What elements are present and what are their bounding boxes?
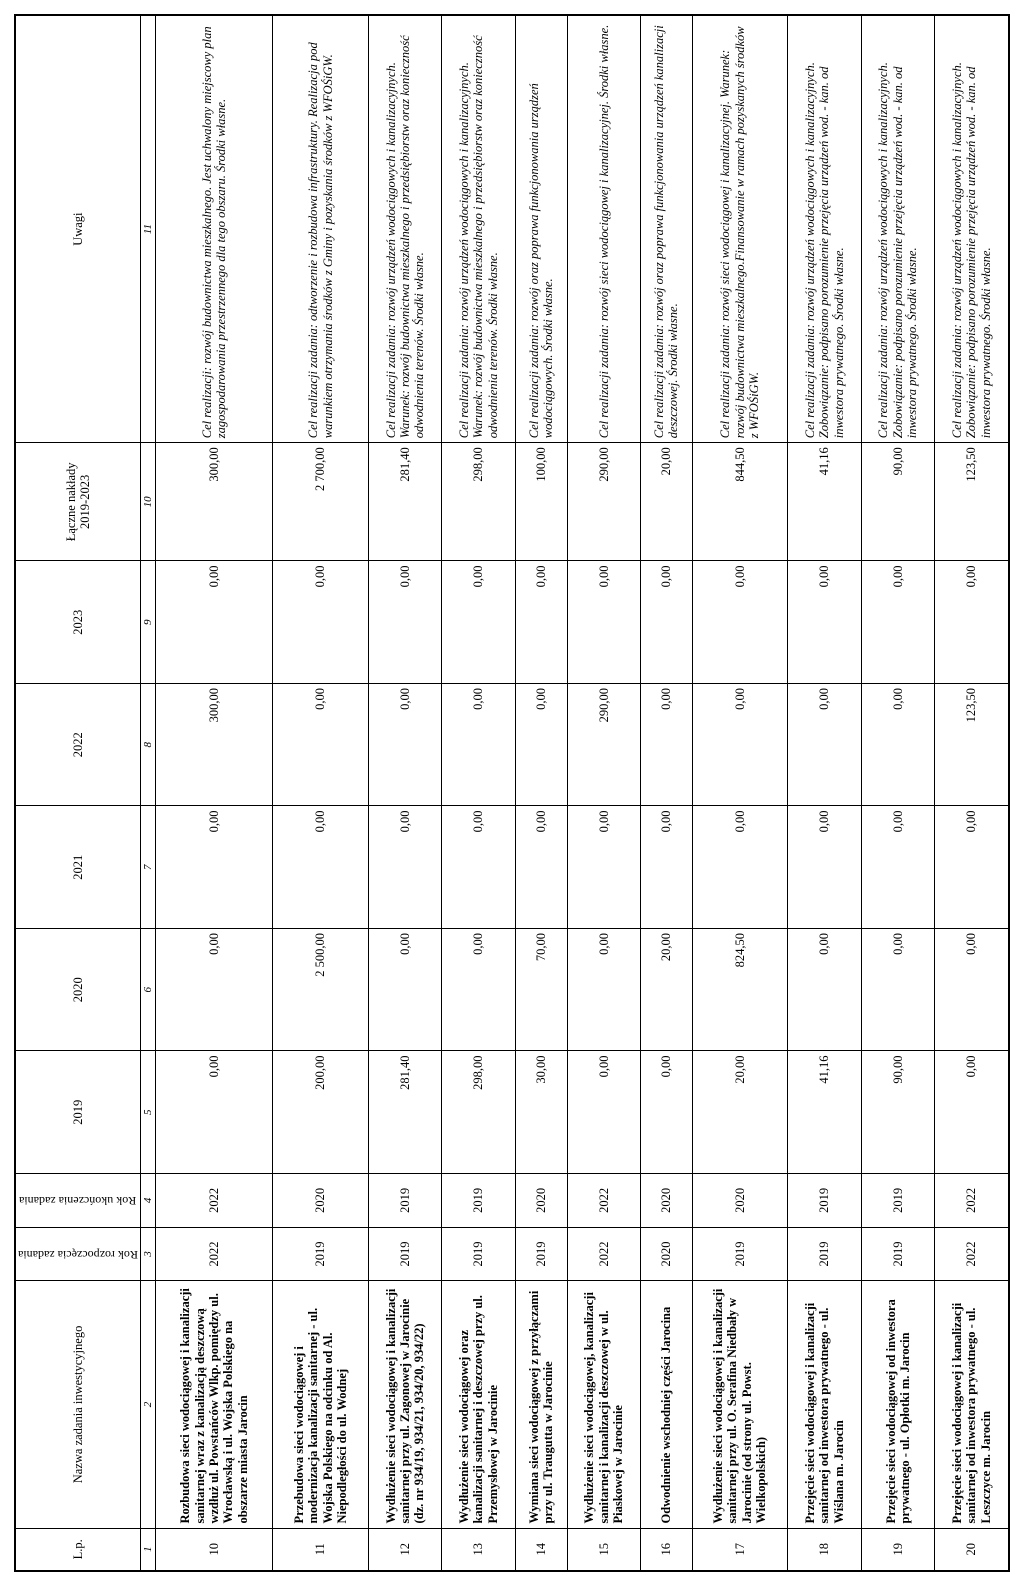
cost-2022: 0,00 <box>273 683 368 806</box>
cost-2021: 0,00 <box>692 806 787 929</box>
cost-2022: 123,50 <box>935 683 1009 806</box>
cost-2021: 0,00 <box>788 806 862 929</box>
header-notes: Uwagi <box>15 15 140 443</box>
total-cost: 281,40 <box>368 443 442 561</box>
cost-2023: 0,00 <box>273 561 368 684</box>
end-year: 2022 <box>155 1173 272 1227</box>
notes: Cel realizacji zadania: rozwój sieci wodociągowej i kanalizacyjnej. Warunek: rozwój budownictwa mieszkalnego.Finansowanie w ramach pozyskanych środków z WFOŚiGW. <box>692 15 787 443</box>
notes: Cel realizacji zadania: rozwój urządzeń wodociągowych i kanalizacyjnych. Zobowiązanie: podpisano porozumienie przejęcia urządzeń wod. - kan. od inwestora prywatnego. Środki własne. <box>935 15 1009 443</box>
task-name: Wymiana sieci wodociągowej z przyłączami przy ul. Traugutta w Jarocinie <box>515 1281 567 1528</box>
table-row <box>273 15 368 1571</box>
cost-2020: 0,00 <box>788 928 862 1051</box>
end-year: 2019 <box>861 1173 935 1227</box>
row-number: 20 <box>935 1528 1009 1571</box>
cost-2023: 0,00 <box>861 561 935 684</box>
row-number: 13 <box>442 1528 516 1571</box>
end-year: 2022 <box>935 1173 1009 1227</box>
table-row <box>368 15 442 1571</box>
cost-2022: 0,00 <box>692 683 787 806</box>
row-number: 10 <box>155 1528 272 1571</box>
cost-2019: 20,00 <box>692 1051 787 1174</box>
header-start-year: Rok rozpoczęcia zadania <box>15 1227 140 1281</box>
cost-2020: 20,00 <box>641 928 693 1051</box>
task-name: Przejęcie sieci wodociągowej od inwestora prywatnego - ul. Opłotki m. Jarocin <box>861 1281 935 1528</box>
total-cost: 290,00 <box>567 443 641 561</box>
cost-2023: 0,00 <box>515 561 567 684</box>
cost-2020: 0,00 <box>567 928 641 1051</box>
cost-2019: 0,00 <box>935 1051 1009 1174</box>
start-year: 2019 <box>861 1227 935 1281</box>
cost-2020: 70,00 <box>515 928 567 1051</box>
total-cost: 41,16 <box>788 443 862 561</box>
cost-2019: 0,00 <box>641 1051 693 1174</box>
column-number: 8 <box>140 683 155 806</box>
notes: Cel realizacji zadania: rozwój oraz poprawa funkcjonowania urządzeń kanalizacji deszczowej. Środki własne. <box>641 15 693 443</box>
column-number: 7 <box>140 806 155 929</box>
cost-2019: 0,00 <box>155 1051 272 1174</box>
cost-2019: 30,00 <box>515 1051 567 1174</box>
table-row <box>641 15 693 1571</box>
cost-2022: 0,00 <box>788 683 862 806</box>
header-name: Nazwa zadania inwestycyjnego <box>15 1281 140 1528</box>
column-number-row <box>140 15 155 1571</box>
column-number: 5 <box>140 1051 155 1174</box>
cost-2021: 0,00 <box>861 806 935 929</box>
row-number: 12 <box>368 1528 442 1571</box>
start-year: 2022 <box>155 1227 272 1281</box>
cost-2021: 0,00 <box>515 806 567 929</box>
table-row <box>567 15 641 1571</box>
row-number: 14 <box>515 1528 567 1571</box>
header-2019: 2019 <box>15 1051 140 1174</box>
cost-2022: 300,00 <box>155 683 272 806</box>
total-cost: 100,00 <box>515 443 567 561</box>
total-cost: 90,00 <box>861 443 935 561</box>
table-row <box>861 15 935 1571</box>
total-cost: 123,50 <box>935 443 1009 561</box>
notes: Cel realizacji zadania: rozwój urządzeń wodociągowych i kanalizacyjnych. Warunek: rozwój budownictwa mieszkalnego i przedsiębiorstw oraz konieczność odwodnienia terenów. Środki własne. <box>368 15 442 443</box>
start-year: 2019 <box>692 1227 787 1281</box>
cost-2022: 0,00 <box>861 683 935 806</box>
cost-2020: 0,00 <box>861 928 935 1051</box>
cost-2020: 0,00 <box>935 928 1009 1051</box>
cost-2019: 41,16 <box>788 1051 862 1174</box>
cost-2022: 0,00 <box>442 683 516 806</box>
cost-2023: 0,00 <box>788 561 862 684</box>
table-row <box>442 15 516 1571</box>
start-year: 2019 <box>368 1227 442 1281</box>
start-year: 2022 <box>935 1227 1009 1281</box>
task-name: Wydłużenie sieci wodociągowej, kanalizacji sanitarnej i kanalizacji deszczowej w ul. Piaskowej w Jarocinie <box>567 1281 641 1528</box>
column-number: 2 <box>140 1281 155 1528</box>
task-name: Wydłużenie sieci wodociągowej i kanalizacji sanitarnej przy ul. O. Serafina Niedbały w Jarocinie (od strony ul. Powst. Wielkopolskich) <box>692 1281 787 1528</box>
notes: Cel realizacji zadania: rozwój urządzeń wodociągowych i kanalizacyjnych. Zobowiązanie: podpisano porozumienie przejęcia urządzeń wod. - kan. od inwestora prywatnego. Środki własne. <box>788 15 862 443</box>
cost-2021: 0,00 <box>567 806 641 929</box>
cost-2021: 0,00 <box>641 806 693 929</box>
cost-2021: 0,00 <box>442 806 516 929</box>
start-year: 2019 <box>442 1227 516 1281</box>
table-row <box>935 15 1009 1571</box>
end-year: 2022 <box>567 1173 641 1227</box>
table-row <box>155 15 272 1571</box>
end-year: 2020 <box>641 1173 693 1227</box>
cost-2021: 0,00 <box>273 806 368 929</box>
column-number: 10 <box>140 443 155 561</box>
header-end-year: Rok ukończenia zadania <box>15 1173 140 1227</box>
end-year: 2020 <box>692 1173 787 1227</box>
task-name: Przejęcie sieci wodociągowej i kanalizacji sanitarnej od inwestora prywatnego - ul. Leszczyce m. Jarocin <box>935 1281 1009 1528</box>
notes: Cel realizacji zadania: odtworzenie i rozbudowa infrastruktury. Realizacja pod warunkiem otrzymania środków z Gminy i pozyskania środków z WFOŚiGW. <box>273 15 368 443</box>
end-year: 2020 <box>515 1173 567 1227</box>
column-number: 6 <box>140 928 155 1051</box>
notes: Cel realizacji zadania: rozwój oraz poprawa funkcjonowania urządzeń wodociągowych. Środki własne. <box>515 15 567 443</box>
cost-2021: 0,00 <box>935 806 1009 929</box>
total-cost: 300,00 <box>155 443 272 561</box>
start-year: 2019 <box>788 1227 862 1281</box>
total-cost: 298,00 <box>442 443 516 561</box>
header-2021: 2021 <box>15 806 140 929</box>
column-number: 4 <box>140 1173 155 1227</box>
start-year: 2019 <box>515 1227 567 1281</box>
cost-2022: 0,00 <box>515 683 567 806</box>
table-row <box>692 15 787 1571</box>
cost-2019: 0,00 <box>567 1051 641 1174</box>
header-2022: 2022 <box>15 683 140 806</box>
end-year: 2019 <box>368 1173 442 1227</box>
total-cost: 20,00 <box>641 443 693 561</box>
end-year: 2020 <box>273 1173 368 1227</box>
table-row <box>515 15 567 1571</box>
row-number: 11 <box>273 1528 368 1571</box>
notes: Cel realizacji zadania: rozwój urządzeń wodociągowych i kanalizacyjnych. Warunek: rozwój budownictwa mieszkalnego i przedsiębiorstw oraz konieczność odwodnienia terenów. Środki własne. <box>442 15 516 443</box>
notes: Cel realizacji zadania: rozwój urządzeń wodociągowych i kanalizacyjnych. Zobowiązanie: podpisano porozumienie przejęcia urządzeń wod. - kan. od inwestora prywatnego. Środki własne. <box>861 15 935 443</box>
end-year: 2019 <box>442 1173 516 1227</box>
cost-2020: 0,00 <box>155 928 272 1051</box>
cost-2020: 0,00 <box>368 928 442 1051</box>
cost-2023: 0,00 <box>155 561 272 684</box>
cost-2019: 281,40 <box>368 1051 442 1174</box>
cost-2023: 0,00 <box>935 561 1009 684</box>
notes: Cel realizacji zadania: rozwój sieci wodociągowej i kanalizacyjnej. Środki własne. <box>567 15 641 443</box>
notes: Cel realizacji: rozwój budownictwa mieszkalnego. Jest uchwalony miejscowy plan zagospodarowania przestrzennego dla tego obszaru. Środki własne. <box>155 15 272 443</box>
cost-2019: 90,00 <box>861 1051 935 1174</box>
cost-2021: 0,00 <box>155 806 272 929</box>
cost-2021: 0,00 <box>368 806 442 929</box>
end-year: 2019 <box>788 1173 862 1227</box>
row-number: 18 <box>788 1528 862 1571</box>
cost-2023: 0,00 <box>368 561 442 684</box>
row-number: 19 <box>861 1528 935 1571</box>
start-year: 2020 <box>641 1227 693 1281</box>
task-name: Wydłużenie sieci wodociągowej oraz kanalizacji sanitarnej i deszczowej przy ul. Przemysłowej w Jarocinie <box>442 1281 516 1528</box>
cost-2019: 298,00 <box>442 1051 516 1174</box>
cost-2022: 0,00 <box>368 683 442 806</box>
cost-2020: 0,00 <box>442 928 516 1051</box>
header-total: Łączne nakłady 2019-2023 <box>15 443 140 561</box>
start-year: 2022 <box>567 1227 641 1281</box>
cost-2023: 0,00 <box>641 561 693 684</box>
task-name: Wydłużenie sieci wodociągowej i kanalizacji sanitarnej przy ul. Zagonowej w Jarocinie (dz. nr 934/19, 934/21, 934/20, 934/22) <box>368 1281 442 1528</box>
column-number: 9 <box>140 561 155 684</box>
cost-2020: 2 500,00 <box>273 928 368 1051</box>
header-2020: 2020 <box>15 928 140 1051</box>
header-lp: L.p. <box>15 1528 140 1571</box>
cost-2022: 290,00 <box>567 683 641 806</box>
total-cost: 844,50 <box>692 443 787 561</box>
cost-2023: 0,00 <box>567 561 641 684</box>
task-name: Odwodnienie wschodniej części Jarocina <box>641 1281 693 1528</box>
cost-2022: 0,00 <box>641 683 693 806</box>
investment-table <box>14 14 1010 1572</box>
task-name: Przejęcie sieci wodociągowej i kanalizacji sanitarnej od inwestora prywatnego - ul. Wiślana m. Jarocin <box>788 1281 862 1528</box>
total-cost: 2 700,00 <box>273 443 368 561</box>
row-number: 17 <box>692 1528 787 1571</box>
header-2023: 2023 <box>15 561 140 684</box>
header-row <box>15 15 140 1571</box>
row-number: 16 <box>641 1528 693 1571</box>
cost-2019: 200,00 <box>273 1051 368 1174</box>
cost-2023: 0,00 <box>442 561 516 684</box>
cost-2023: 0,00 <box>692 561 787 684</box>
row-number: 15 <box>567 1528 641 1571</box>
column-number: 11 <box>140 15 155 443</box>
table-row <box>788 15 862 1571</box>
task-name: Przebudowa sieci wodociągowej i modernizacja kanalizacji sanitarnej - ul. Wojska Polskiego na odcinku od Al. Niepodległości do ul. Wodnej <box>273 1281 368 1528</box>
column-number: 3 <box>140 1227 155 1281</box>
start-year: 2019 <box>273 1227 368 1281</box>
cost-2020: 824,50 <box>692 928 787 1051</box>
task-name: Rozbudowa sieci wodociągowej i kanalizacji sanitarnej wraz z kanalizacją deszczową wzdłuż ul. Powstańców Wlkp. pomiędzy ul. Wrocławską i ul. Wojska Polskiego na obszarze miasta Jarocin <box>155 1281 272 1528</box>
column-number: 1 <box>140 1528 155 1571</box>
